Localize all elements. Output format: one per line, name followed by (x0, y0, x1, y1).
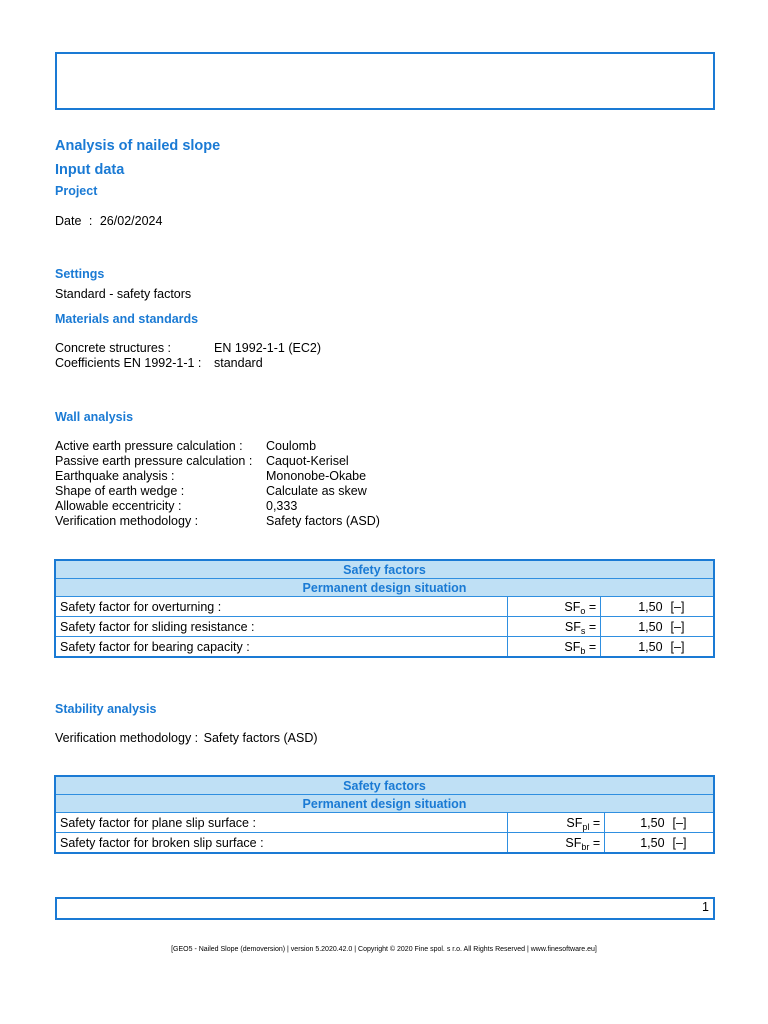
factor-value: 1,50 (601, 617, 667, 637)
methodology-label: Verification methodology : (55, 731, 199, 745)
factor-symbol: $SF_{br}$ = (508, 833, 605, 853)
stability-analysis-heading: Stability analysis (55, 702, 157, 716)
factor-unit: [–] (667, 617, 714, 637)
factor-label: Safety factor for bearing capacity : (56, 637, 508, 657)
factor-unit: [–] (667, 597, 714, 617)
factor-value: 1,50 (601, 637, 667, 657)
factor-value: 1,50 (605, 813, 669, 833)
table-title: Safety factors (56, 777, 714, 795)
factor-value: 1,50 (601, 597, 667, 617)
table-title: Safety factors (56, 561, 714, 579)
materials-label: Coefficients EN 1992-1-1 : (55, 356, 202, 370)
wall-setting-label: Active earth pressure calculation : (55, 439, 243, 453)
wall-setting-value: Coulomb (266, 439, 317, 453)
factor-value: 1,50 (605, 833, 669, 853)
table-row (56, 637, 714, 657)
date-row (55, 214, 162, 229)
factor-symbol: $SF_s$ = (508, 617, 601, 637)
wall-setting-label: Earthquake analysis : (55, 469, 175, 483)
factor-symbol: $SF_o$ = (508, 597, 601, 617)
settings-heading: Settings (55, 267, 105, 281)
page-number-box (55, 897, 715, 920)
table-subtitle: Permanent design situation (56, 579, 714, 597)
materials-value: EN 1992-1-1 (EC2) (214, 341, 321, 355)
factor-label: Safety factor for plane slip surface : (56, 813, 508, 833)
factor-label: Safety factor for sliding resistance : (56, 617, 508, 637)
report-header-box (55, 52, 715, 110)
materials-value: standard (214, 356, 263, 370)
project-heading: Project (55, 184, 98, 198)
table-row (56, 833, 714, 853)
page-number: 1 (702, 900, 709, 914)
table-row (56, 617, 714, 637)
materials-label: Concrete structures : (55, 341, 172, 355)
wall-analysis-list (55, 439, 380, 529)
date-separator: : (88, 214, 93, 228)
footer-copyright: [GEO5 - Nailed Slope (demoversion) | version 5.2020.42.0 | Copyright © 2020 Fine spol. s r.o. All Rights Reserved | www.finesoftware.eu] (171, 946, 597, 953)
table-row (56, 597, 714, 617)
factor-unit: [–] (667, 637, 714, 657)
report-title: Analysis of nailed slope (55, 138, 221, 154)
factor-unit: [–] (669, 813, 714, 833)
factor-label: Safety factor for broken slip surface : (56, 833, 508, 853)
wall-setting-value: 0,333 (266, 499, 298, 513)
factor-label: Safety factor for overturning : (56, 597, 508, 617)
factor-unit: [–] (669, 833, 714, 853)
table-subtitle: Permanent design situation (56, 795, 714, 813)
stability-safety-factors-table (55, 776, 714, 853)
methodology-value: Safety factors (ASD) (203, 731, 318, 745)
materials-heading: Materials and standards (55, 312, 199, 326)
wall-setting-label: Passive earth pressure calculation : (55, 454, 253, 468)
factor-symbol: $SF_b$ = (508, 637, 601, 657)
date-label: Date (55, 214, 82, 228)
wall-setting-value: Caquot-Kerisel (266, 454, 349, 468)
wall-setting-label: Allowable eccentricity : (55, 499, 182, 513)
input-data-heading: Input data (55, 162, 125, 178)
table-row (56, 813, 714, 833)
wall-analysis-heading: Wall analysis (55, 410, 134, 424)
date-value: 26/02/2024 (99, 214, 163, 228)
wall-setting-value: Calculate as skew (266, 484, 367, 498)
wall-setting-label: Verification methodology : (55, 514, 199, 528)
materials-list (55, 341, 321, 371)
settings-value: Standard - safety factors (55, 287, 192, 301)
wall-setting-label: Shape of earth wedge : (55, 484, 185, 498)
stability-methodology (55, 731, 318, 746)
wall-setting-value: Safety factors (ASD) (266, 514, 380, 528)
wall-safety-factors-table (55, 560, 714, 657)
factor-symbol: $SF_{pl}$ = (508, 813, 605, 833)
wall-setting-value: Mononobe-Okabe (266, 469, 367, 483)
